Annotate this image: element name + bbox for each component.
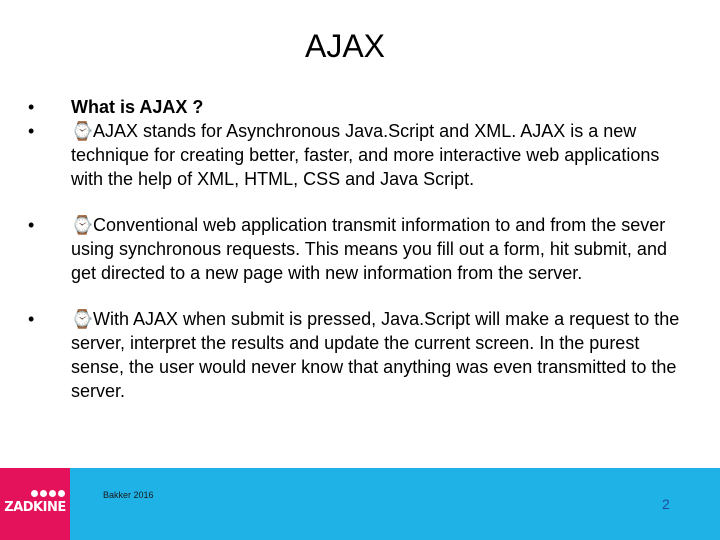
logo-text: ZADKINE (4, 500, 66, 515)
bullet-marker: • (28, 215, 35, 235)
bullet-item (28, 119, 688, 191)
bullet-marker: • (28, 97, 35, 117)
clock-icon: ⌚ (71, 309, 94, 329)
clock-icon: ⌚ (71, 121, 94, 141)
footer-author: Bakker 2016 (103, 490, 154, 500)
bullet-text: What is AJAX ? (71, 97, 204, 117)
bullet-text: With AJAX when submit is pressed, Java.Script will make a request to the server, interpret the results and update the current screen. In the purest sense, the user would never know that anything was even transmitted to the server. (71, 309, 680, 401)
page-number: 2 (662, 496, 670, 512)
bullet-item (28, 213, 688, 285)
slide-title: AJAX (304, 28, 386, 64)
logo-dots-icon (31, 490, 65, 497)
footer-bar (0, 468, 720, 540)
bullet-text: AJAX stands for Asynchronous Java.Script and XML. AJAX is a new technique for creating better, faster, and more interactive web applications with the help of XML, HTML, CSS and Java Script. (71, 121, 660, 189)
zadkine-logo (0, 468, 70, 540)
bullet-marker: • (28, 121, 35, 141)
clock-icon: ⌚ (71, 215, 94, 235)
bullet-text: Conventional web application transmit information to and from the sever using synchronous requests. This means you fill out a form, hit submit, and get directed to a new page with new information from the server. (71, 215, 667, 283)
bullet-item (28, 95, 688, 119)
bullet-list (28, 95, 688, 403)
bullet-item (28, 307, 688, 403)
bullet-marker: • (28, 309, 35, 329)
